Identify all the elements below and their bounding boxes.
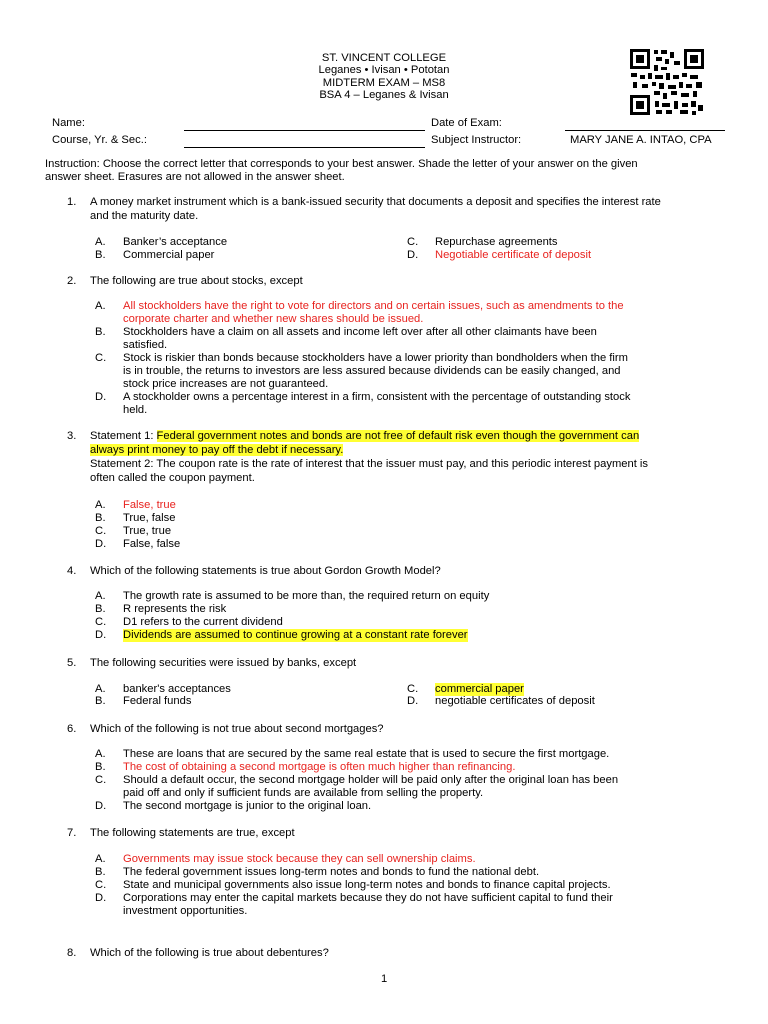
instruction-line-1: Instruction: Choose the correct letter that corresponds to your best answer. Shade the letter of your answer on the given [45, 158, 638, 170]
question-text: The following are true about stocks, except [90, 275, 303, 287]
statement-1: Statement 1: Federal government notes and bonds are not free of default risk even though the government can [90, 430, 640, 442]
date-field-line[interactable] [565, 130, 725, 131]
course-label: Course, Yr. & Sec.: [52, 134, 147, 146]
option-b: B. Stockholders have a claim on all assets and income left over after all other claimants have been satisfied. [95, 326, 597, 351]
option-a: A. These are loans that are secured by the same real estate that is used to secure the first mortgage. [95, 748, 610, 760]
course-field-line[interactable] [184, 147, 425, 148]
question-text: A money market instrument which is a bank-issued security that documents a deposit and specifies the interest rate [90, 196, 661, 208]
statement-1-cont [90, 444, 343, 456]
question-number: 7. [67, 827, 77, 839]
option-b: B. The cost of obtaining a second mortgage is often much higher than refinancing. [95, 761, 516, 773]
question-number: 2. [67, 275, 77, 287]
option-c: C. State and municipal governments also issue long-term notes and bonds to finance capital projects. [95, 879, 611, 891]
question-text: and the maturity date. [90, 210, 199, 222]
question-number: 8. [67, 947, 77, 959]
name-field-line[interactable] [184, 130, 425, 131]
question-number: 5. [67, 657, 77, 669]
statement-2: Statement 2: The coupon rate is the rate of interest that the issuer must pay, and this periodic interest payment is [90, 458, 649, 470]
option-c: C. Stock is riskier than bonds because stockholders have a lower priority than bondholders when the firm is in trouble, the returns to investors are less assured because dividends can be easily changed, and stock price increases are not guaranteed. [95, 352, 628, 390]
option-b: B. The federal government issues long-term notes and bonds to fund the national debt. [95, 866, 540, 878]
question-number: 3. [67, 430, 77, 442]
page-number: 1 [381, 973, 388, 985]
option-d: D. A stockholder owns a percentage interest in a firm, consistent with the percentage of outstanding stock held. [95, 391, 631, 416]
statement-2-cont: often called the coupon payment. [90, 472, 255, 484]
question-text: Which of the following is not true about second mortgages? [90, 723, 384, 735]
exam-title: MIDTERM EXAM – MS8 [322, 76, 446, 89]
college-name: ST. VINCENT COLLEGE [321, 52, 447, 64]
section-name: BSA 4 – Leganes & Ivisan [319, 89, 449, 102]
name-label: Name: [52, 117, 85, 129]
highlighted-text: always print money to pay off the debt if necessary. [90, 444, 344, 456]
instructor-label: Subject Instructor: [431, 134, 522, 146]
question-number: 4. [67, 565, 77, 577]
question-text: Which of the following is true about debentures? [90, 947, 329, 959]
question-text: Which of the following statements is true about Gordon Growth Model? [90, 565, 441, 577]
option-c: C. Should a default occur, the second mortgage holder will be paid only after the original loan has been paid off and only if sufficient funds are available from selling the property. [95, 774, 619, 799]
option-a: A. All stockholders have the right to vote for directors and on certain issues, such as amendments to the corporate charter and whether new shares should be issued. [95, 300, 624, 325]
question-number: 1. [67, 196, 77, 208]
date-label: Date of Exam: [431, 117, 502, 129]
highlighted-text: Federal government notes and bonds are not free of default risk even though the government can [156, 430, 640, 442]
question-text: The following securities were issued by banks, except [90, 657, 357, 669]
instructor-name: MARY JANE A. INTAO, CPA [570, 134, 712, 146]
question-number: 6. [67, 723, 77, 735]
instruction-line-2: answer sheet. Erasures are not allowed in the answer sheet. [45, 171, 345, 183]
option-d: D. Corporations may enter the capital markets because they do not have sufficient capital to fund their investment opportunities. [95, 892, 613, 917]
question-text: The following statements are true, except [90, 827, 295, 839]
campuses: Leganes • Ivisan • Pototan [318, 64, 450, 77]
qr-code [628, 47, 706, 117]
option-d: D. The second mortgage is junior to the original loan. [95, 800, 372, 812]
option-a: A. Governments may issue stock because they can sell ownership claims. [95, 853, 476, 865]
